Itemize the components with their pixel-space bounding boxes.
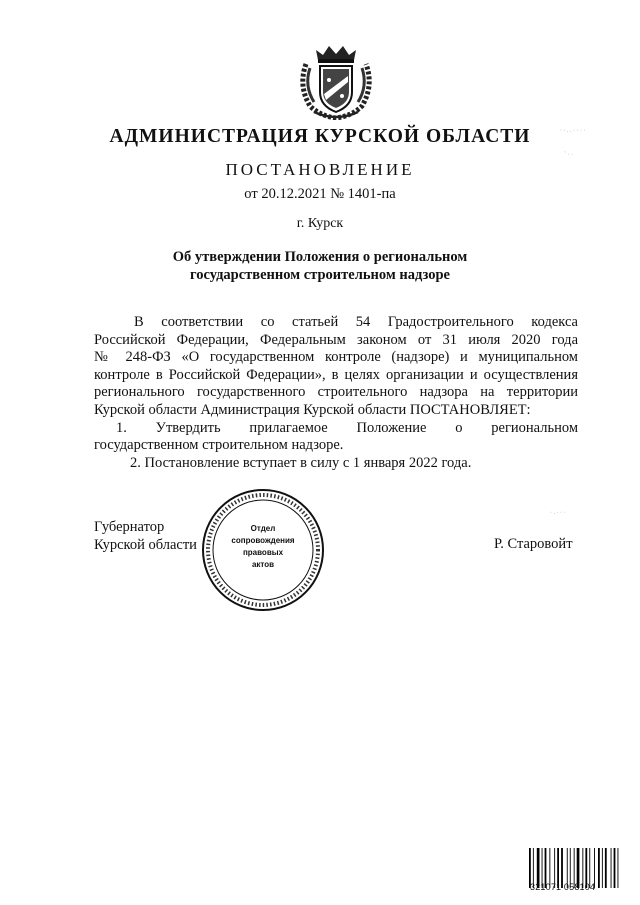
coat-of-arms-icon bbox=[296, 42, 376, 120]
preamble-line: контроле в Российской Федерации», в целях организации и осуществления bbox=[94, 366, 578, 383]
scan-mark: · · . . · · · · bbox=[560, 128, 586, 134]
position-line-1: Губернатор bbox=[94, 519, 165, 535]
round-seal-icon bbox=[200, 487, 326, 613]
preamble-line: Курской области Администрация Курской области ПОСТАНОВЛЯЕТ: bbox=[94, 401, 531, 418]
stamp-line-3: правовых bbox=[242, 548, 284, 557]
organization-heading: АДМИНИСТРАЦИЯ КУРСКОЙ ОБЛАСТИ bbox=[109, 126, 531, 147]
preamble-line: регионального государственного строительного надзора на территории bbox=[94, 384, 578, 401]
preamble-line: Российской Федерации, Федеральным законом от 31 июля 2020 года bbox=[94, 331, 578, 348]
item-1-line-1: 1. Утвердить прилагаемое Положение о региональном bbox=[116, 419, 578, 436]
barcode-number: 321071 058104 bbox=[530, 882, 596, 892]
stamp-line-1: Отдел bbox=[250, 524, 276, 533]
document-type: ПОСТАНОВЛЕНИЕ bbox=[225, 160, 415, 179]
city: г. Курск bbox=[296, 216, 344, 231]
barcode-bar bbox=[614, 848, 616, 888]
stamp-line-4: актов bbox=[251, 560, 275, 569]
preamble-line: № 248-ФЗ «О государственном контроле (надзоре) и муниципальном bbox=[94, 349, 578, 366]
scan-mark: ` · · bbox=[564, 152, 573, 158]
position-line-2: Курской области bbox=[94, 536, 197, 553]
barcode-bar bbox=[618, 848, 619, 888]
barcode-bar bbox=[598, 848, 600, 888]
item-2: 2. Постановление вступает в силу с 1 января 2022 года. bbox=[130, 454, 472, 471]
document-body bbox=[94, 314, 578, 472]
signatory-name: Р. Старовойт bbox=[494, 536, 573, 552]
barcode-bar bbox=[611, 848, 612, 888]
barcode-bar bbox=[605, 848, 607, 888]
document-subject bbox=[0, 248, 640, 284]
stamp-line-2: сопровождения bbox=[231, 536, 295, 545]
item-1-line-2: государственном строительном надзоре. bbox=[94, 437, 344, 454]
date-number: от 20.12.2021 № 1401-па bbox=[244, 186, 396, 202]
scan-mark: · . · · · bbox=[550, 510, 566, 516]
barcode-bar bbox=[602, 848, 603, 888]
preamble-line: В соответствии со статьей 54 Градостроительного кодекса bbox=[134, 314, 578, 330]
subject-line-1: Об утверждении Положения о региональном bbox=[172, 249, 468, 265]
signatory-position bbox=[94, 519, 197, 554]
subject-line-2: государственном строительном надзоре bbox=[190, 267, 450, 283]
